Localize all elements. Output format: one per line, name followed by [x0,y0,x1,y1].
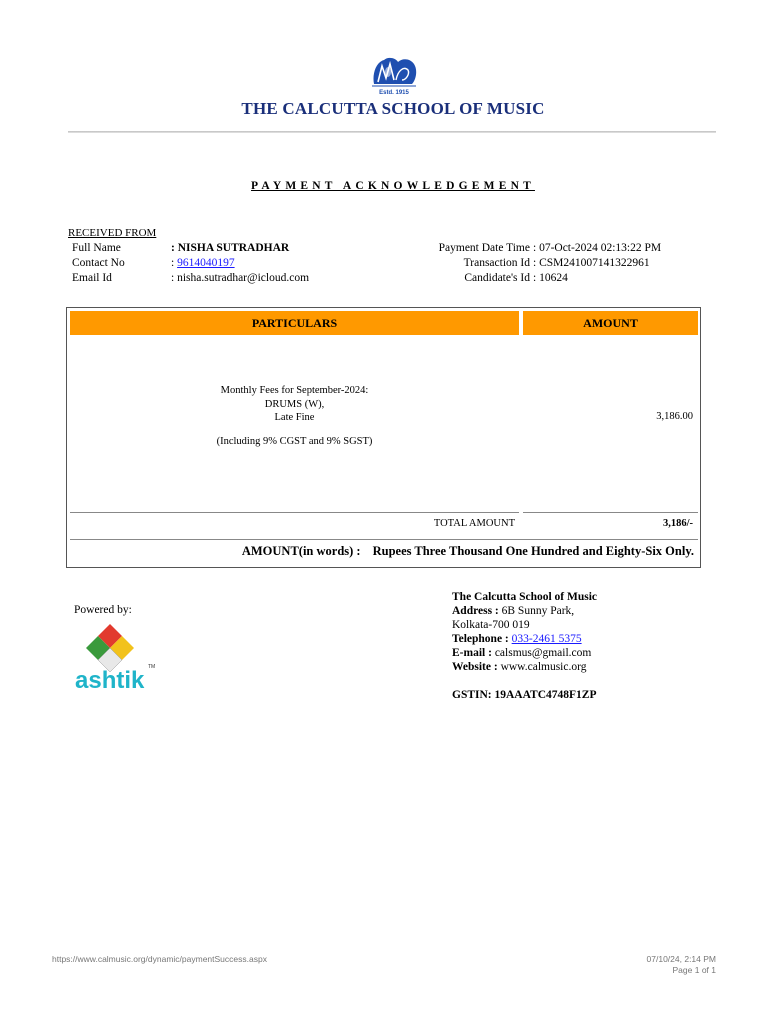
candidate-id-value: : 10624 [533,272,568,284]
desc-line-2: DRUMS (W), [264,398,325,410]
address-line-2: Kolkata-700 019 [452,619,530,631]
ashtik-wordmark: ashtik [75,667,145,692]
full-name-value: : NISHA SUTRADHAR [171,242,290,254]
amount-header: AMOUNT [523,311,698,335]
telephone-link[interactable]: 033-2461 5375 [511,633,582,645]
particulars-header: PARTICULARS [70,311,519,335]
footer-right [560,954,716,976]
total-amount-value: 3,186/- [662,518,693,529]
total-divider-right [523,512,698,513]
contact-value-row [171,257,235,269]
powered-by-label: Powered by: [74,604,132,616]
transaction-id-value: : CSM241007141322961 [533,257,650,269]
payment-date-value: : 07-Oct-2024 02:13:22 PM [533,242,662,254]
total-divider-left [70,512,519,513]
desc-line-1: Monthly Fees for September-2024: [220,385,369,396]
total-amount-label: TOTAL AMOUNT [433,518,515,529]
contact-number-link[interactable]: 9614040197 [177,257,235,269]
payment-date-label: Payment Date Time [438,242,530,254]
amount-value: 3,186.00 [656,411,693,422]
school-logo [368,52,420,98]
transaction-id-label: Transaction Id [463,257,530,269]
received-from-heading: RECEIVED FROM [68,227,157,239]
ashtik-tm: TM [148,664,156,670]
words-divider [70,539,698,540]
estd-text: Estd. 1915 [379,90,409,96]
desc-line-3: Late Fine [274,412,315,423]
gstin: GSTIN: 19AAATC4748F1ZP [452,689,597,701]
telephone-label: Telephone : [452,633,509,645]
desc-tax-note: (Including 9% CGST and 9% SGST) [216,435,373,447]
amount-in-words-label: AMOUNT(in words) : [241,544,361,558]
amount-in-words-row [70,544,694,559]
email-label: Email Id [72,272,112,284]
header-divider [68,131,716,133]
footer-datetime: 07/10/24, 2:14 PM [646,954,716,964]
org-email-label: E-mail : [452,647,492,659]
website-value: www.calmusic.org [500,661,587,673]
address-line-1: 6B Sunny Park, [501,605,575,617]
ashtik-logo [74,620,164,692]
org-name: The Calcutta School of Music [452,591,598,603]
address-label: Address : [452,605,499,617]
footer-page: Page 1 of 1 [672,965,716,975]
organization-contact [452,590,597,702]
document-title: PAYMENT ACKNOWLEDGEMENT [251,180,535,192]
amount-in-words-value: Rupees Three Thousand One Hundred and Eighty-Six Only. [372,544,694,558]
footer-url: https://www.calmusic.org/dynamic/paymentSuccess.aspx [52,954,267,964]
website-label: Website : [452,661,498,673]
full-name-label: Full Name [72,242,121,254]
school-title: THE CALCUTTA SCHOOL OF MUSIC [241,99,545,118]
contact-label: Contact No [72,257,125,269]
org-email-value: calsmus@gmail.com [494,647,592,659]
candidate-id-label: Candidate's Id [464,272,530,284]
contact-colon: : [171,257,175,269]
email-value: : nisha.sutradhar@icloud.com [171,272,310,284]
particulars-description [70,384,519,448]
